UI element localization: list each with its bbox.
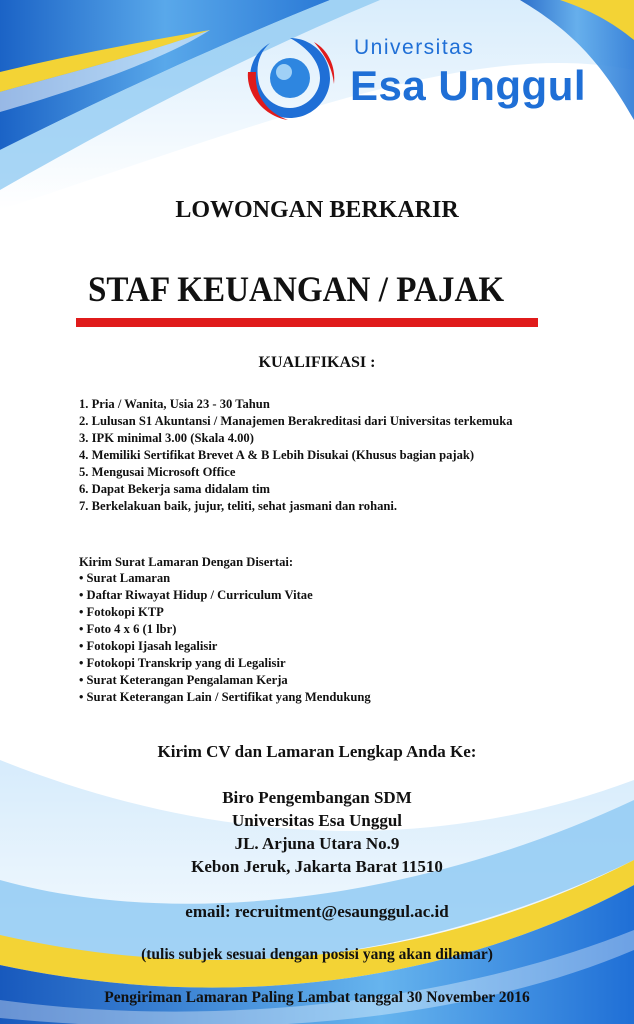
email-address: email: recruitment@esaunggul.ac.id <box>185 902 449 921</box>
documents-list <box>79 570 371 706</box>
list-item: 2. Lulusan S1 Akuntansi / Manajemen Berakreditasi dari Universitas terkemuka <box>79 414 513 428</box>
list-item: • Fotokopi Ijasah legalisir <box>79 639 218 653</box>
qualifications-title: KUALIFIKASI : <box>258 354 376 371</box>
list-item: • Foto 4 x 6 (1 lbr) <box>79 622 177 636</box>
title-underline <box>76 318 538 327</box>
list-item: 6. Dapat Bekerja sama didalam tim <box>79 482 270 496</box>
list-item: • Surat Lamaran <box>79 571 171 585</box>
list-item: • Surat Keterangan Pengalaman Kerja <box>79 673 288 687</box>
globe-swoosh-icon <box>244 32 336 124</box>
list-item: • Fotokopi Transkrip yang di Legalisir <box>79 656 286 670</box>
logo-text-small: Universitas <box>354 36 475 59</box>
deadline-text: Pengiriman Lamaran Paling Lambat tanggal 30 November 2016 <box>104 989 530 1006</box>
position-title: STAF KEUANGAN / PAJAK <box>88 269 505 309</box>
address-line: JL. Arjuna Utara No.9 <box>234 834 400 853</box>
list-item: • Daftar Riwayat Hidup / Curriculum Vitae <box>79 588 313 602</box>
list-item: 4. Memiliki Sertifikat Brevet A & B Lebih Disukai (Khusus bagian pajak) <box>79 448 475 462</box>
documents-intro: Kirim Surat Lamaran Dengan Disertai: <box>79 555 294 569</box>
list-item: • Surat Keterangan Lain / Sertifikat yang Mendukung <box>79 690 371 704</box>
university-logo <box>244 32 604 124</box>
contact-heading: Kirim CV dan Lamaran Lengkap Anda Ke: <box>157 742 477 761</box>
address-line: Kebon Jeruk, Jakarta Barat 11510 <box>191 857 443 876</box>
list-item: 7. Berkelakuan baik, jujur, teliti, sehat jasmani dan rohani. <box>79 499 398 513</box>
poster-heading: LOWONGAN BERKARIR <box>175 197 459 223</box>
list-item: 3. IPK minimal 3.00 (Skala 4.00) <box>79 431 254 445</box>
logo-text-big: Esa Unggul <box>350 62 587 109</box>
subject-note: (tulis subjek sesuai dengan posisi yang akan dilamar) <box>141 946 493 963</box>
list-item: 1. Pria / Wanita, Usia 23 - 30 Tahun <box>79 397 270 411</box>
address-line: Biro Pengembangan SDM <box>222 788 412 807</box>
address-line: Universitas Esa Unggul <box>231 811 403 830</box>
mailing-address <box>0 786 634 878</box>
list-item: 5. Mengusai Microsoft Office <box>79 465 236 479</box>
list-item: • Fotokopi KTP <box>79 605 164 619</box>
qualifications-list <box>79 396 513 515</box>
